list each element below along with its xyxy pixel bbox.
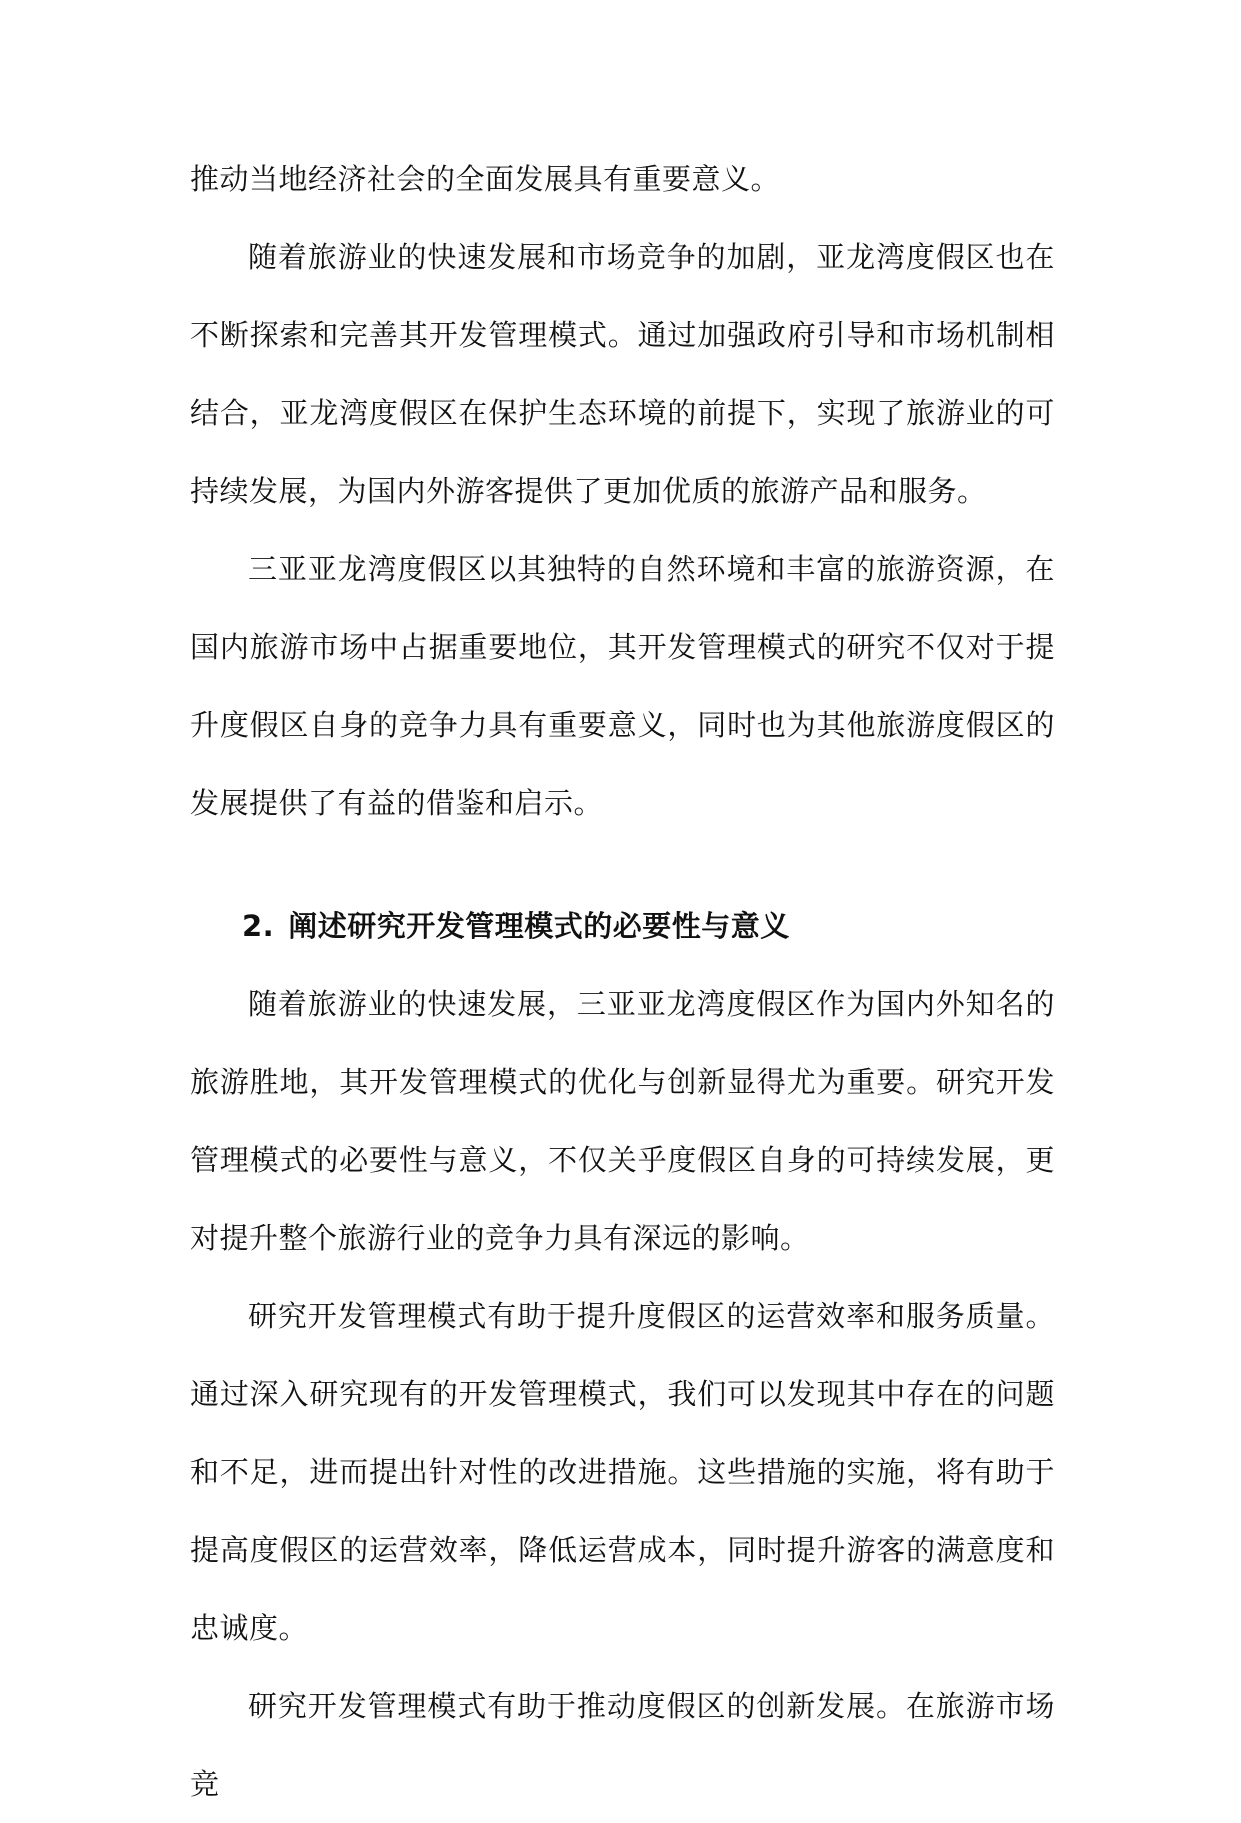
- paragraph-resort-position: 三亚亚龙湾度假区以其独特的自然环境和丰富的旅游资源，在国内旅游市场中占据重要地位，其开发管理模式的研究不仅对于提升度假区自身的竞争力具有重要意义，同时也为其他旅游度假区的发展提供了有益的借鉴和启示。: [190, 552, 1055, 820]
- paragraph-market-competition: 随着旅游业的快速发展和市场竞争的加剧，亚龙湾度假区也在不断探索和完善其开发管理模式。通过加强政府引导和市场机制相结合，亚龙湾度假区在保护生态环境的前提下，实现了旅游业的可持续发展，为国内外游客提供了更加优质的旅游产品和服务。: [190, 240, 1055, 508]
- paragraph-innovation: 研究开发管理模式有助于推动度假区的创新发展。在旅游市场竞: [190, 1689, 1055, 1801]
- paragraph-efficiency: 研究开发管理模式有助于提升度假区的运营效率和服务质量。通过深入研究现有的开发管理模式，我们可以发现其中存在的问题和不足，进而提出针对性的改进措施。这些措施的实施，将有助于提高度假区的运营效率，降低运营成本，同时提升游客的满意度和忠诚度。: [190, 1299, 1055, 1645]
- document-body: [190, 140, 1055, 1823]
- paragraph-continuation: 推动当地经济社会的全面发展具有重要意义。: [190, 162, 781, 196]
- section-heading: [190, 887, 1055, 965]
- section-number: 2.: [242, 909, 275, 943]
- section-title: 阐述研究开发管理模式的必要性与意义: [288, 909, 790, 943]
- paragraph-necessity: 随着旅游业的快速发展，三亚亚龙湾度假区作为国内外知名的旅游胜地，其开发管理模式的优化与创新显得尤为重要。研究开发管理模式的必要性与意义，不仅关乎度假区自身的可持续发展，更对提升整个旅游行业的竞争力具有深远的影响。: [190, 987, 1055, 1255]
